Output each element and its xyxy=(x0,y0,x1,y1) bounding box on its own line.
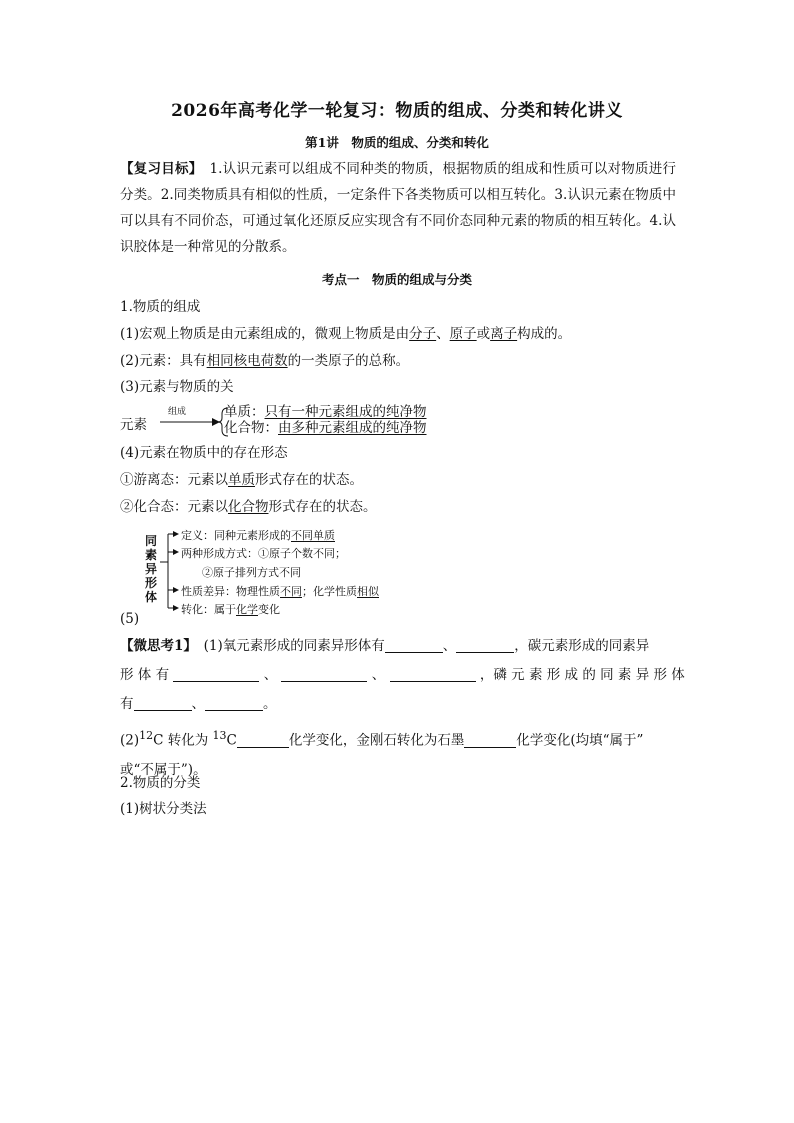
text: C xyxy=(226,732,237,749)
blank-carbon-3[interactable] xyxy=(390,666,476,682)
answer-compound: 由多种元素组成的纯净物 xyxy=(278,420,427,436)
section-title: 考点一 物质的组成与分类 xyxy=(321,272,472,287)
free-state xyxy=(120,470,363,490)
classification-heading: 2.物质的分类 xyxy=(120,775,201,791)
answer-chemical: 化学 xyxy=(236,603,258,616)
question-line-2 xyxy=(120,661,685,690)
label-char: 体 xyxy=(144,590,157,604)
question-line-3 xyxy=(120,690,676,719)
review-objectives xyxy=(120,156,676,260)
text: 、 xyxy=(371,667,386,683)
objectives-text: 1.认识元素可以组成不同种类的物质，根据物质的组成和性质可以对物质进行分类。2.同类物质具有相似的性质，一定条件下各类物质可以相互转化。3.认识元素在物质中可以具有不同价态，可通过氧化还原反应实现含有不同价态同种元素的物质的相互转化。4.认识胶体是一种常见的分散系。 xyxy=(120,161,676,255)
lecture-title: 第1讲 物质的组成、分类和转化 xyxy=(305,135,489,150)
text: 。 xyxy=(263,696,277,712)
question-line-1 xyxy=(120,632,676,661)
text: ，磷 元 素 形 成 的 同 素 异 形 体 xyxy=(479,667,685,683)
text: 形式存在的状态。 xyxy=(268,499,377,515)
text: 化合物： xyxy=(224,420,278,436)
blank-carbon-2[interactable] xyxy=(281,666,367,682)
text: (1)氧元素形成的同素异形体有 xyxy=(190,638,385,654)
text: (1)宏观上物质是由元素组成的，微观上物质是由 xyxy=(120,326,410,342)
text: 、 xyxy=(436,326,450,342)
diagram-arrow-label: 组成 xyxy=(168,407,187,417)
answer-ion: 离子 xyxy=(490,326,518,342)
text: 、 xyxy=(442,638,457,654)
label-char: 形 xyxy=(144,576,157,590)
answer-simple-substance: 只有一种元素组成的纯净物 xyxy=(264,404,427,420)
label-char: 异 xyxy=(144,562,157,576)
element-substance-diagram xyxy=(120,402,480,442)
blank-isotope-change[interactable] xyxy=(237,732,289,748)
tree-classification: (1)树状分类法 xyxy=(120,801,207,817)
composition-item-1 xyxy=(120,324,571,344)
combined-state xyxy=(120,497,377,517)
blank-phosphorus-1[interactable] xyxy=(134,695,192,711)
blank-diamond-change[interactable] xyxy=(464,732,516,748)
composition-item-2 xyxy=(120,351,409,371)
answer-combined-state: 化合物 xyxy=(228,499,269,515)
label-char: 素 xyxy=(144,548,157,562)
composition-item-5: (5) xyxy=(120,611,140,627)
allotrope-diagram xyxy=(120,522,420,622)
text: ①游离态：元素以 xyxy=(120,472,228,488)
text: 构成的。 xyxy=(517,326,572,342)
micro-think-question xyxy=(120,632,685,785)
text: 有 xyxy=(120,696,134,712)
answer-similar: 相似 xyxy=(357,585,379,598)
text: ②化合态：元素以 xyxy=(120,499,228,515)
text: ，碳元素形成的同素异 xyxy=(514,638,650,654)
diagram-compound xyxy=(224,420,427,436)
text: 转化：属于 xyxy=(181,603,236,616)
text: 或 xyxy=(476,326,491,342)
composition-heading: 1.物质的组成 xyxy=(120,299,201,315)
blank-carbon-1[interactable] xyxy=(173,666,259,682)
mass-number-12: 12 xyxy=(139,729,154,742)
text: (2)元素：具有 xyxy=(120,353,207,369)
answer-different: 不同 xyxy=(280,585,302,598)
answer-atom: 原子 xyxy=(449,326,477,342)
allotrope-transformation xyxy=(181,601,280,617)
answer-molecule: 分子 xyxy=(409,326,437,342)
question-line-4 xyxy=(120,721,676,756)
text: 形 体 有 xyxy=(120,667,170,683)
text: 定义：同种元素形成的 xyxy=(181,529,291,542)
answer-different-simple-substances: 不同单质 xyxy=(291,529,335,542)
text: 化学变化，金刚石转化为石墨 xyxy=(288,732,465,749)
text: 化学变化(均填“属于” xyxy=(516,732,644,749)
text: 、 xyxy=(263,667,278,683)
allotrope-definition xyxy=(181,527,335,543)
allotrope-properties xyxy=(181,583,379,599)
text: C 转化为 xyxy=(153,732,213,749)
question-line-5: 或“不属于”)。 xyxy=(120,761,207,778)
blank-oxygen-2[interactable] xyxy=(456,637,514,653)
text: 性质差异：物理性质 xyxy=(181,585,280,598)
objectives-tag: 【复习目标】 xyxy=(120,161,196,177)
document-title: 2026年高考化学一轮复习：物质的组成、分类和转化讲义 xyxy=(171,101,623,121)
text: 单质： xyxy=(224,404,265,420)
blank-oxygen-1[interactable] xyxy=(385,637,443,653)
composition-item-4: (4)元素在物质中的存在形态 xyxy=(120,445,288,461)
text: 变化 xyxy=(258,603,280,616)
label-char: 同 xyxy=(144,534,157,548)
allotrope-formation-1: 两种形成方式：①原子个数不同； xyxy=(181,547,346,560)
diagram-element-label: 元素 xyxy=(120,417,147,433)
mass-number-13: 13 xyxy=(212,729,227,742)
composition-item-3: (3)元素与物质的关 xyxy=(120,379,234,395)
text: ；化学性质 xyxy=(302,585,357,598)
allotrope-formation-2: ②原子排列方式不同 xyxy=(202,566,301,579)
think-tag: 【微思考1】 xyxy=(120,638,191,654)
blank-phosphorus-2[interactable] xyxy=(205,695,263,711)
text: 形式存在的状态。 xyxy=(255,472,363,488)
text: 、 xyxy=(191,696,205,712)
diagram-simple-substance xyxy=(224,404,427,420)
text: 的一类原子的总称。 xyxy=(287,353,410,369)
text: (2) xyxy=(120,732,140,749)
answer-nuclear-charge: 相同核电荷数 xyxy=(206,353,288,369)
answer-free-state: 单质 xyxy=(228,472,255,488)
